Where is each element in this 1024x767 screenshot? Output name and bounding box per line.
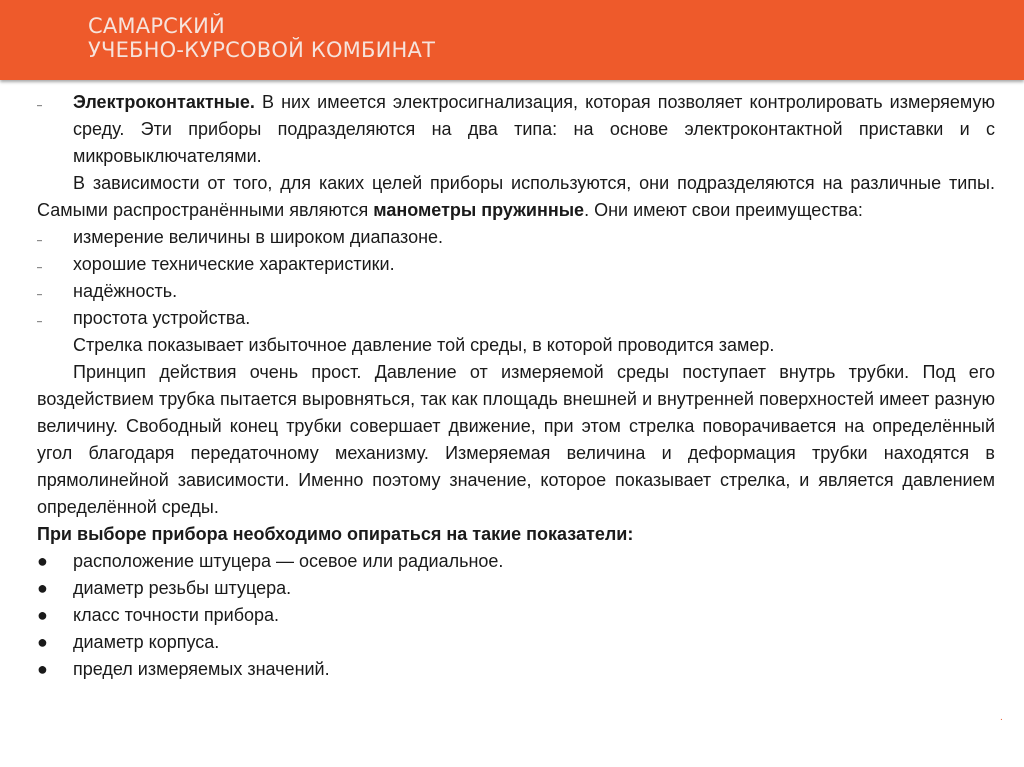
list-item-text: расположение штуцера — осевое или радиальное. bbox=[73, 551, 504, 571]
paragraph-types bbox=[37, 170, 995, 224]
list-item bbox=[37, 575, 995, 602]
header-banner bbox=[0, 0, 1024, 80]
dash-marker: – bbox=[37, 100, 43, 110]
list-item-text: простота устройства. bbox=[73, 308, 251, 328]
term-spring-gauges: манометры пружинные bbox=[373, 200, 585, 220]
company-logo bbox=[88, 14, 435, 62]
term-electrocontact: Электроконтактные. bbox=[73, 92, 255, 112]
slide-body bbox=[37, 89, 995, 683]
list-item bbox=[37, 548, 995, 575]
bullet-marker: ● bbox=[37, 605, 48, 625]
paragraph-text: В них имеется электросигнализация, которая позволяет контролировать измеряемую среду. Эти приборы подразделяются на два типа: на основе электроконтактной приставки и с микровыключателями. bbox=[73, 92, 995, 166]
list-item bbox=[37, 278, 995, 305]
paragraph-pointer: Стрелка показывает избыточное давление той среды, в которой проводится замер. bbox=[73, 335, 775, 355]
dash-marker: – bbox=[37, 316, 43, 326]
criteria-heading bbox=[37, 521, 995, 548]
list-item bbox=[37, 602, 995, 629]
list-item-text: предел измеряемых значений. bbox=[73, 659, 330, 679]
list-item bbox=[37, 305, 995, 332]
paragraph-principle: Принцип действия очень прост. Давление от измеряемой среды поступает внутрь трубки. Под его воздействием трубка пытается выровняться, так как площадь внешней и внутренней поверхностей имеет разную величину. Свободный конец трубки совершает движение, при этом стрелка поворачивается на определённый угол благодаря передаточному механизму. Измеряемая величина и деформация трубки находятся в прямолинейной зависимости. Именно поэтому значение, которое показывает стрелка, и является давлением определённой среды. bbox=[37, 362, 995, 517]
dash-marker: – bbox=[37, 262, 43, 272]
paragraph-text: В зависимости от того, для каких целей приборы используются, они подразделяются на различные типы. Самыми распространёнными являются bbox=[37, 173, 995, 220]
list-item-text: измерение величины в широком диапазоне. bbox=[73, 227, 444, 247]
list-item bbox=[37, 251, 995, 278]
list-item-text: диаметр резьбы штуцера. bbox=[73, 578, 292, 598]
dash-marker: – bbox=[37, 235, 43, 245]
bullet-marker: ● bbox=[37, 578, 48, 598]
list-item-text: хорошие технические характеристики. bbox=[73, 254, 395, 274]
bullet-marker: ● bbox=[37, 551, 48, 571]
list-item bbox=[37, 629, 995, 656]
list-item-text: класс точности прибора. bbox=[73, 605, 280, 625]
advantages-list bbox=[37, 224, 995, 332]
dash-marker: – bbox=[37, 289, 43, 299]
bullet-marker: ● bbox=[37, 659, 48, 679]
list-item bbox=[37, 224, 995, 251]
logo-line-2: УЧЕБНО-КУРСОВОЙ КОМБИНАТ bbox=[88, 38, 436, 62]
corner-dot: . bbox=[1000, 712, 1003, 723]
list-item-electrocontact bbox=[37, 89, 995, 170]
paragraph-text: . Они имеют свои преимущества: bbox=[584, 200, 863, 220]
list-item-text: надёжность. bbox=[73, 281, 178, 301]
list-item-text: диаметр корпуса. bbox=[73, 632, 220, 652]
bullet-marker: ● bbox=[37, 632, 48, 652]
list-item bbox=[37, 656, 995, 683]
criteria-list bbox=[37, 548, 995, 683]
logo-line-1: САМАРСКИЙ bbox=[88, 14, 225, 38]
criteria-heading-text: При выборе прибора необходимо опираться на такие показатели: bbox=[37, 524, 634, 544]
